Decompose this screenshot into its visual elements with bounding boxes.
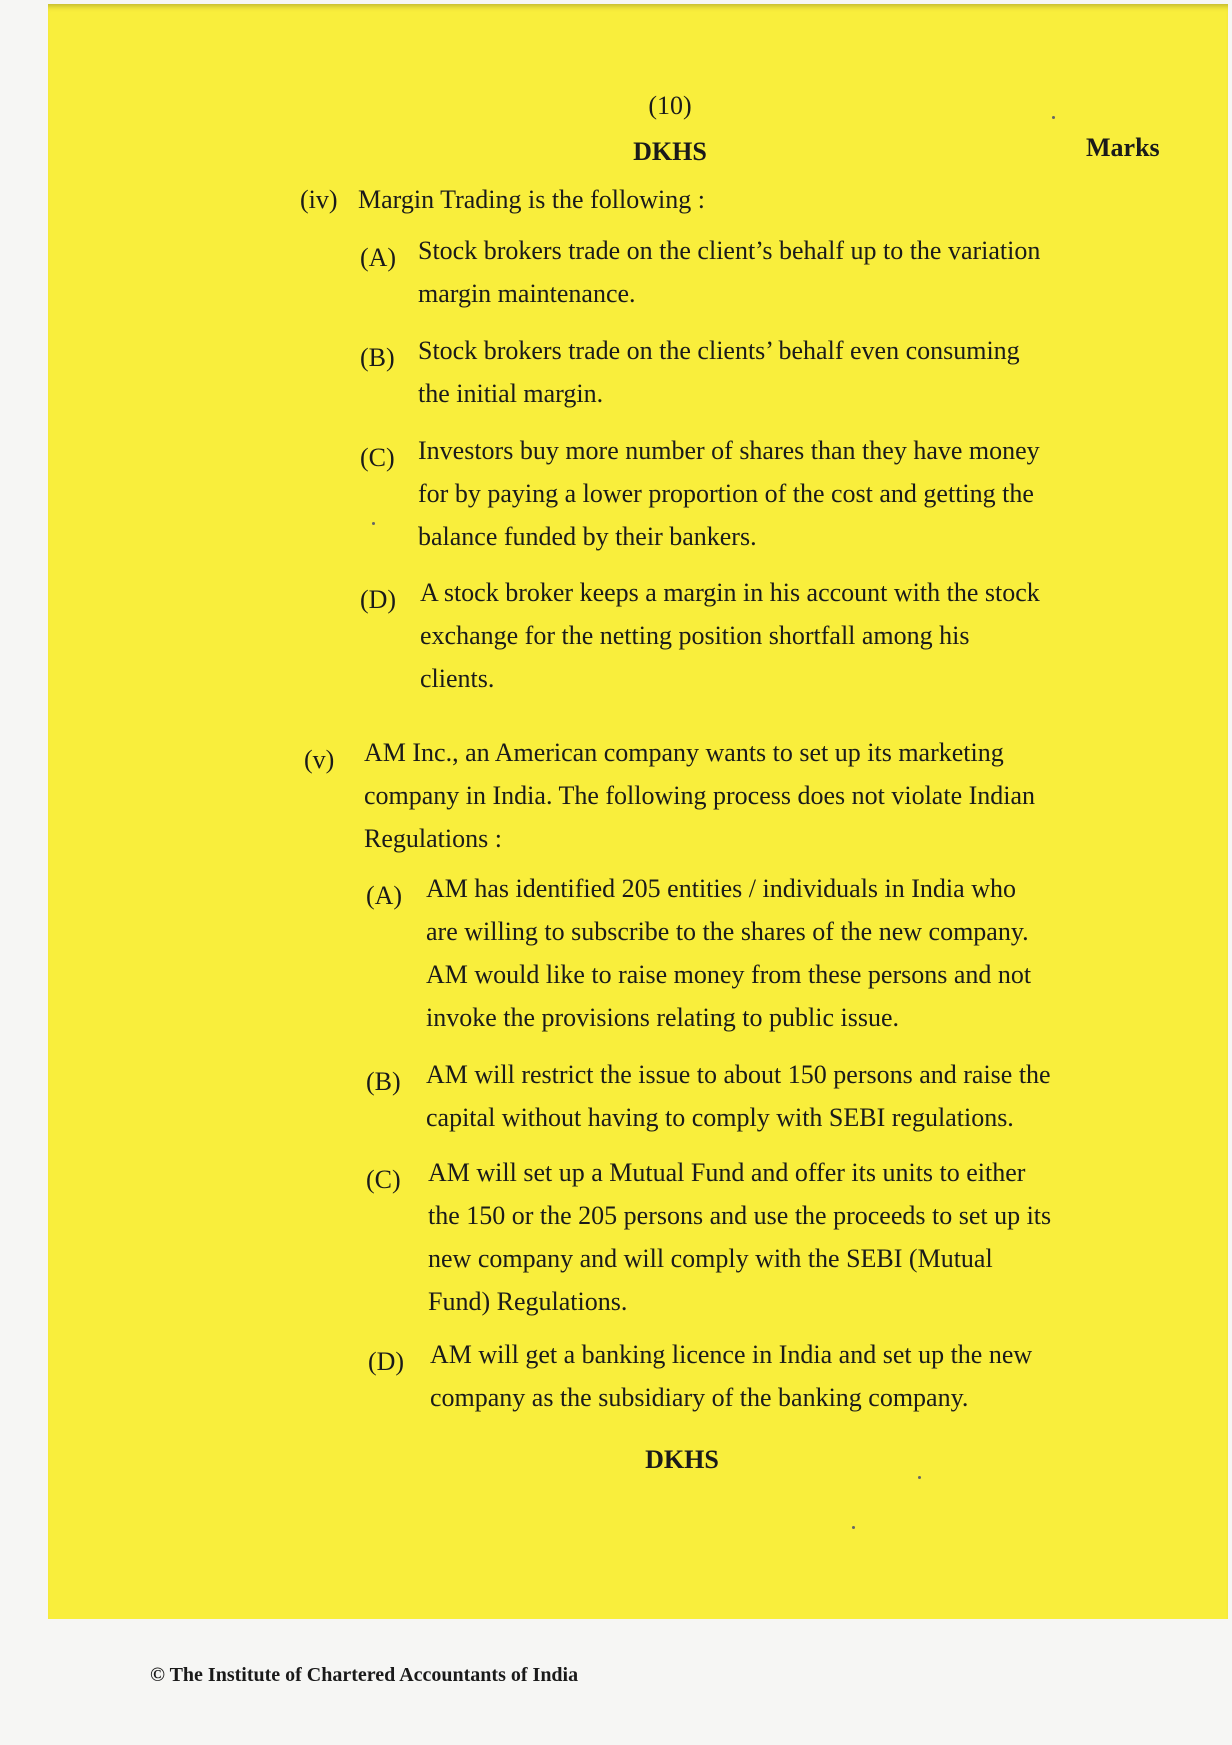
question-stem: AM Inc., an American company wants to set up its marketing company in India. The following process does not violate Indian Regulations : bbox=[364, 738, 1036, 853]
option-label: (C) bbox=[366, 1165, 401, 1194]
option-label: (C) bbox=[360, 443, 395, 472]
option-text: Stock brokers trade on the client’s behalf up to the variation margin maintenance. bbox=[418, 236, 1041, 308]
question-number: (iv) bbox=[300, 185, 338, 214]
scan-speck bbox=[918, 1476, 921, 1479]
option-label: (A) bbox=[366, 881, 403, 910]
scan-speck bbox=[372, 522, 375, 525]
option-text: AM will restrict the issue to about 150 persons and raise the capital without having to comply with SEBI regulations. bbox=[426, 1060, 1051, 1132]
option-label: (B) bbox=[360, 343, 395, 372]
page-number: (10) bbox=[648, 91, 692, 120]
marks-label: Marks bbox=[1086, 133, 1160, 162]
scan-speck bbox=[1052, 116, 1055, 119]
option-text: AM will set up a Mutual Fund and offer its units to either the 150 or the 205 persons and use the proceeds to set up its new company and will comply with the SEBI (Mutual Fund) Regulations. bbox=[428, 1158, 1052, 1316]
question-number: (v) bbox=[304, 745, 335, 774]
question-stem: Margin Trading is the following : bbox=[358, 185, 705, 214]
scan-speck bbox=[852, 1526, 855, 1529]
option-label: (B) bbox=[366, 1067, 401, 1096]
option-label: (D) bbox=[360, 585, 397, 614]
page-footer-code: DKHS bbox=[645, 1445, 719, 1474]
option-label: (A) bbox=[360, 243, 397, 272]
option-text: AM has identified 205 entities / individuals in India who are willing to subscribe to the shares of the new company. AM would like to raise money from these persons and not invoke the provisions relating to public issue. bbox=[426, 874, 1032, 1032]
option-text: Investors buy more number of shares than they have money for by paying a lower proportion of the cost and getting the balance funded by their bankers. bbox=[418, 436, 1040, 551]
option-label: (D) bbox=[368, 1347, 405, 1376]
option-text: AM will get a banking licence in India and set up the new company as the subsidiary of the banking company. bbox=[430, 1340, 1033, 1412]
paper-code: DKHS bbox=[633, 137, 707, 166]
option-text: Stock brokers trade on the clients’ behalf even consuming the initial margin. bbox=[418, 336, 1020, 408]
option-text: A stock broker keeps a margin in his account with the stock exchange for the netting position shortfall among his clients. bbox=[420, 578, 1040, 693]
copyright-footer: © The Institute of Chartered Accountants of India bbox=[150, 1664, 579, 1686]
